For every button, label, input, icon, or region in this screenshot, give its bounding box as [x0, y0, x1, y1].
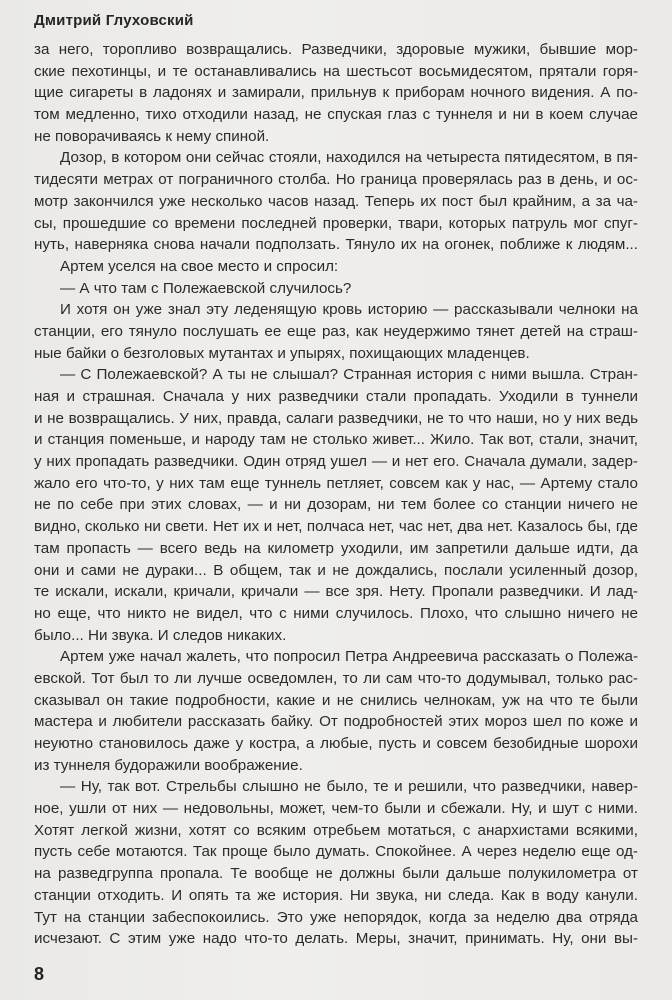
text-line: станции, его тянуло послушать ее еще раз, как неудержимо тянет детей на страш-	[34, 322, 638, 340]
text-line: жало его что-то, у них там еще туннель петляет, совсем как у нас, — Артему стало	[34, 474, 638, 492]
text-line: И хотя он уже знал эту леденящую кровь историю — рассказывали челноки на	[60, 301, 638, 319]
text-line: ное, ушли от них — недовольны, может, чем-то были и сбежали. Ну, и шут с ними.	[34, 800, 638, 818]
text-line: Хотят легкой жизни, хотят со всяким отребьем мотаться, с анархистами всякими,	[34, 821, 638, 839]
text-line: за него, торопливо возвращались. Разведчики, здоровые мужики, бывшие мор-	[34, 41, 638, 58]
text-line: евской. Тот был то ли лучше осведомлен, то ли сам что-то додумывал, только рас-	[34, 669, 638, 687]
text-line: те искали, искали, кричали, кричали — все зря. Нету. Пропали разведчики. И лад-	[34, 583, 638, 601]
text-line: там пропасть — всего ведь на километр уходили, им запретили дальше идти, да	[34, 539, 638, 557]
text-line: не по себе при этих словах, — и ни дозорам, ни тем более со станции ничего не	[34, 496, 638, 514]
text-line: Артем уселся на свое место и спросил:	[60, 257, 339, 275]
text-line: исчезают. С этим уже надо что-то делать. Меры, значит, принимать. Ну, они вы-	[34, 930, 638, 948]
text-line: сказывал он такие подробности, какие и не снились челнокам, уж на что те были	[34, 691, 638, 709]
text-line: но еще, что никто не видел, что с ними случилось. Плохо, что слышно ничего не	[34, 604, 638, 622]
text-line: — Ну, так вот. Стрельбы слышно не было, те и решили, что разведчики, навер-	[60, 778, 638, 796]
page-number: 8	[34, 964, 45, 984]
text-line: из туннеля будоражили воображение.	[34, 756, 303, 774]
text-line: ная и страшная. Сначала у них разведчики стали пропадать. Уходили в туннели	[34, 388, 638, 405]
text-line: у них пропадать разведчики. Один отряд ушел — и нет его. Сначала думали, задер-	[34, 453, 638, 471]
text-line: ные байки о безголовых мутантах и упырях, похищающих младенцев.	[34, 344, 530, 362]
text-line: щие сигареты в ладонях и замирали, прильнув к приборам ночного видения. А по-	[34, 84, 638, 102]
text-line: Артем уже начал жалеть, что попросил Петра Андреевича рассказать о Полежа-	[60, 648, 638, 666]
text-line: и не возвращались. У них, правда, салаги разведчики, не то что наши, но у них ведь	[34, 409, 638, 427]
text-line: неуютно становилось даже у костра, а любые, пусть и совсем безобидные шорохи	[34, 735, 638, 752]
text-line: не поворачиваясь к нему спиной.	[34, 127, 270, 145]
text-line: тидесяти метрах от пограничного столба. Но граница проверялась раз в день, и ос-	[34, 171, 638, 189]
text-line: и станция поменьше, и народу там не столько живет... Жило. Так вот, стали, значит,	[34, 431, 638, 449]
text-line: было... Ни звука. И следов никаких.	[34, 626, 287, 644]
text-line: на разведгруппа пропала. Те вообще не должны были дальше полукилометра от	[34, 865, 638, 883]
text-line: станции отходить. И опять та же история. Ни звука, ни следа. Как в воду канули.	[34, 886, 638, 904]
text-line: том медленно, тихо отходили назад, не спуская глаз с туннеля и ни в коем случае	[34, 106, 638, 124]
text-line: мастера и любители рассказать байку. От подробностей этих мороз шел по коже и	[34, 713, 638, 731]
text-line: они и сами не дураки... В общем, так и не дождались, послали усиленный дозор,	[34, 561, 638, 579]
text-line: нуть, наверняка снова начали подползать. Тянуло их на огонек, поближе к людям...	[34, 236, 638, 254]
text-line: пусть себе мотаются. Так проще было думать. Спокойнее. А через неделю еще од-	[34, 843, 638, 861]
text-line: мотр закончился уже несколько часов назад. Теперь их пост был крайним, а за ча-	[34, 192, 638, 210]
text-line: Дозор, в котором они сейчас стояли, находился на четыреста пятидесятом, в пя-	[60, 149, 638, 167]
running-header: Дмитрий Глуховский	[34, 12, 194, 29]
text-line: ские пехотинцы, и те останавливались на шестьсот восьмидесятом, прятали горя-	[34, 62, 638, 80]
text-line: — С Полежаевской? А ты не слышал? Странная история с ними вышла. Стран-	[60, 366, 638, 384]
text-line: видно, сколько ни свети. Нет их и нет, полчаса нет, час нет, два нет. Казалось бы, где	[34, 518, 638, 536]
text-line: — А что там с Полежаевской случилось?	[60, 279, 352, 297]
body-text	[34, 39, 638, 950]
text-line: сы, прошедшие со времени последней проверки, твари, которых патруль мог спуг-	[34, 214, 638, 232]
text-line: Тут на станции забеспокоились. Это уже непорядок, когда за неделю два отряда	[34, 908, 638, 926]
